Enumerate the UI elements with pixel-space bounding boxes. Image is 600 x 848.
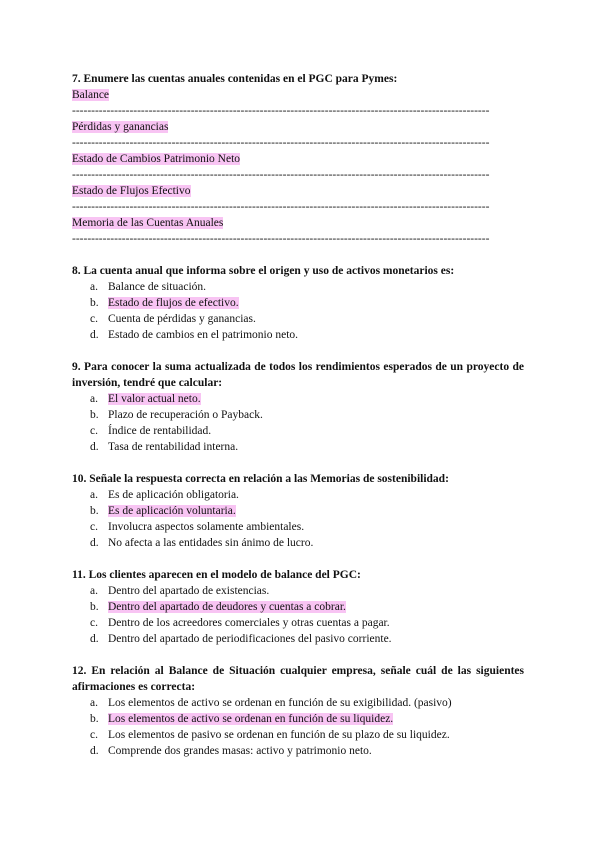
answer-text: Pérdidas y ganancias xyxy=(72,121,169,133)
question-12-title: 12. En relación al Balance de Situación cualquier empresa, señale cuál de las siguientes afirmaciones es correcta: xyxy=(72,665,524,693)
dashed-separator: ------------------------------------------------------------------------------------------------------------- xyxy=(72,169,490,181)
answer-line-1 xyxy=(72,87,524,103)
dashed-separator: ------------------------------------------------------------------------------------------------------------- xyxy=(72,201,490,213)
option-b-selected: b. Los elementos de activo se ordenan en función de su liquidez. xyxy=(90,713,394,725)
option-c: c. Índice de rentabilidad. xyxy=(90,425,212,437)
question-11 xyxy=(72,567,524,647)
option-c: c. Involucra aspectos solamente ambientales. xyxy=(90,521,305,533)
option-d: d. No afecta a las entidades sin ánimo de lucro. xyxy=(90,537,314,549)
answer-text: Estado de Cambios Patrimonio Neto xyxy=(72,153,241,165)
option-d: d. Comprende dos grandes masas: activo y patrimonio neto. xyxy=(90,745,372,757)
dashed-separator: ------------------------------------------------------------------------------------------------------------- xyxy=(72,233,490,245)
question-10-title: 10. Señale la respuesta correcta en relación a las Memorias de sostenibilidad: xyxy=(72,473,449,485)
options-list xyxy=(72,487,524,551)
option-b-selected: b. Es de aplicación voluntaria. xyxy=(90,505,236,517)
question-8 xyxy=(72,263,524,343)
options-list xyxy=(72,279,524,343)
spacer xyxy=(72,551,524,567)
option-c: c. Los elementos de pasivo se ordenan en función de su plazo de su liquidez. xyxy=(90,729,450,741)
question-7 xyxy=(72,71,524,247)
spacer xyxy=(72,343,524,359)
option-c: c. Cuenta de pérdidas y ganancias. xyxy=(90,313,256,325)
spacer xyxy=(72,647,524,663)
dashed-separator: ------------------------------------------------------------------------------------------------------------- xyxy=(72,137,490,149)
question-10 xyxy=(72,471,524,551)
option-a: a. Dentro del apartado de existencias. xyxy=(90,585,270,597)
question-8-title: 8. La cuenta anual que informa sobre el origen y uso de activos monetarios es: xyxy=(72,265,455,277)
option-b: b. Plazo de recuperación o Payback. xyxy=(90,409,263,421)
spacer xyxy=(72,247,524,263)
answer-text: Estado de Flujos Efectivo xyxy=(72,185,191,197)
answer-text: Balance xyxy=(72,89,110,101)
options-list xyxy=(72,583,524,647)
answer-text: Memoria de las Cuentas Anuales xyxy=(72,217,224,229)
option-a: a. Los elementos de activo se ordenan en función de su exigibilidad. (pasivo) xyxy=(90,697,452,709)
question-7-title: 7. Enumere las cuentas anuales contenidas en el PGC para Pymes: xyxy=(72,73,398,85)
answer-line-4 xyxy=(72,183,524,199)
options-list xyxy=(72,391,524,455)
document-page xyxy=(72,71,524,759)
question-9 xyxy=(72,359,524,455)
answer-line-3 xyxy=(72,151,524,167)
option-d: d. Estado de cambios en el patrimonio neto. xyxy=(90,329,299,341)
option-d: d. Dentro del apartado de periodificaciones del pasivo corriente. xyxy=(90,633,392,645)
option-c: c. Dentro de los acreedores comerciales y otras cuentas a pagar. xyxy=(90,617,390,629)
answer-line-5 xyxy=(72,215,524,231)
option-a: a. Balance de situación. xyxy=(90,281,207,293)
option-b-selected: b. Estado de flujos de efectivo. xyxy=(90,297,239,309)
question-11-title: 11. Los clientes aparecen en el modelo de balance del PGC: xyxy=(72,569,361,581)
answer-line-2 xyxy=(72,119,524,135)
option-d: d. Tasa de rentabilidad interna. xyxy=(90,441,239,453)
question-12 xyxy=(72,663,524,759)
question-9-title: 9. Para conocer la suma actualizada de todos los rendimientos esperados de un proyecto de inversión, tendré que calcular: xyxy=(72,361,524,389)
dashed-separator: ------------------------------------------------------------------------------------------------------------- xyxy=(72,105,490,117)
option-b-selected: b. Dentro del apartado de deudores y cuentas a cobrar. xyxy=(90,601,346,613)
option-a: a. Es de aplicación obligatoria. xyxy=(90,489,239,501)
spacer xyxy=(72,455,524,471)
option-a-selected: a. El valor actual neto. xyxy=(90,393,201,405)
options-list xyxy=(72,695,524,759)
